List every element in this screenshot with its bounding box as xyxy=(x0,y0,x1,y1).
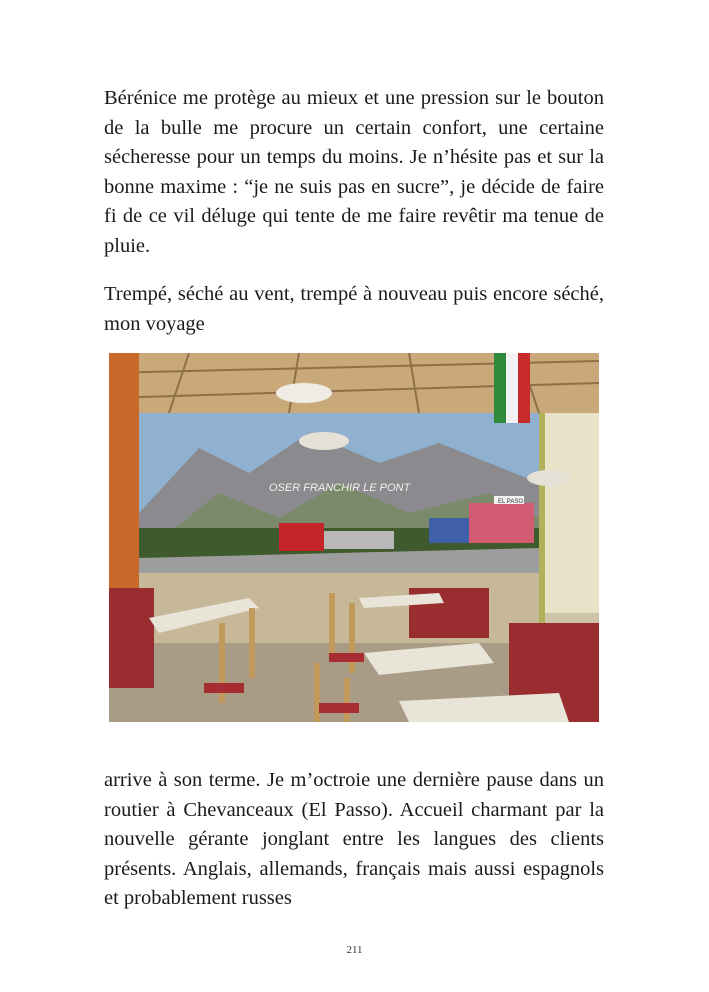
paragraph-3-text: arrive à son terme. Je m’octroie une dernière pause dans un routier à Chevanceaux (El Passo). Accueil charmant par la nouvelle gérante jonglant entre les langues des clients présents. Anglais, allemands, français mais aussi espagnols et probablement russes xyxy=(104,769,604,910)
paragraph-1 xyxy=(104,84,604,262)
paragraph-2-text: Trempé, séché au vent, trempé à nouveau puis encore séché, mon voyage xyxy=(104,283,604,335)
mural-text: OSER FRANCHIR LE PONT xyxy=(269,482,411,494)
paragraph-1-text: Bérénice me protège au mieux et une pression sur le bouton de la bulle me procure un certain confort, une certaine sécheresse pour un temps du moins. Je n’hésite pas et sur la bonne maxime : “je ne suis pas en sucre”, je décide de faire fi de ce vil déluge qui tente de me faire revêtir ma tenue de pluie. xyxy=(104,87,604,257)
sign-label: EL PASO xyxy=(498,499,524,505)
page-number: 211 xyxy=(346,944,363,956)
paragraph-2 xyxy=(104,280,604,339)
paragraph-3 xyxy=(104,766,604,914)
restaurant-photo xyxy=(109,353,599,722)
